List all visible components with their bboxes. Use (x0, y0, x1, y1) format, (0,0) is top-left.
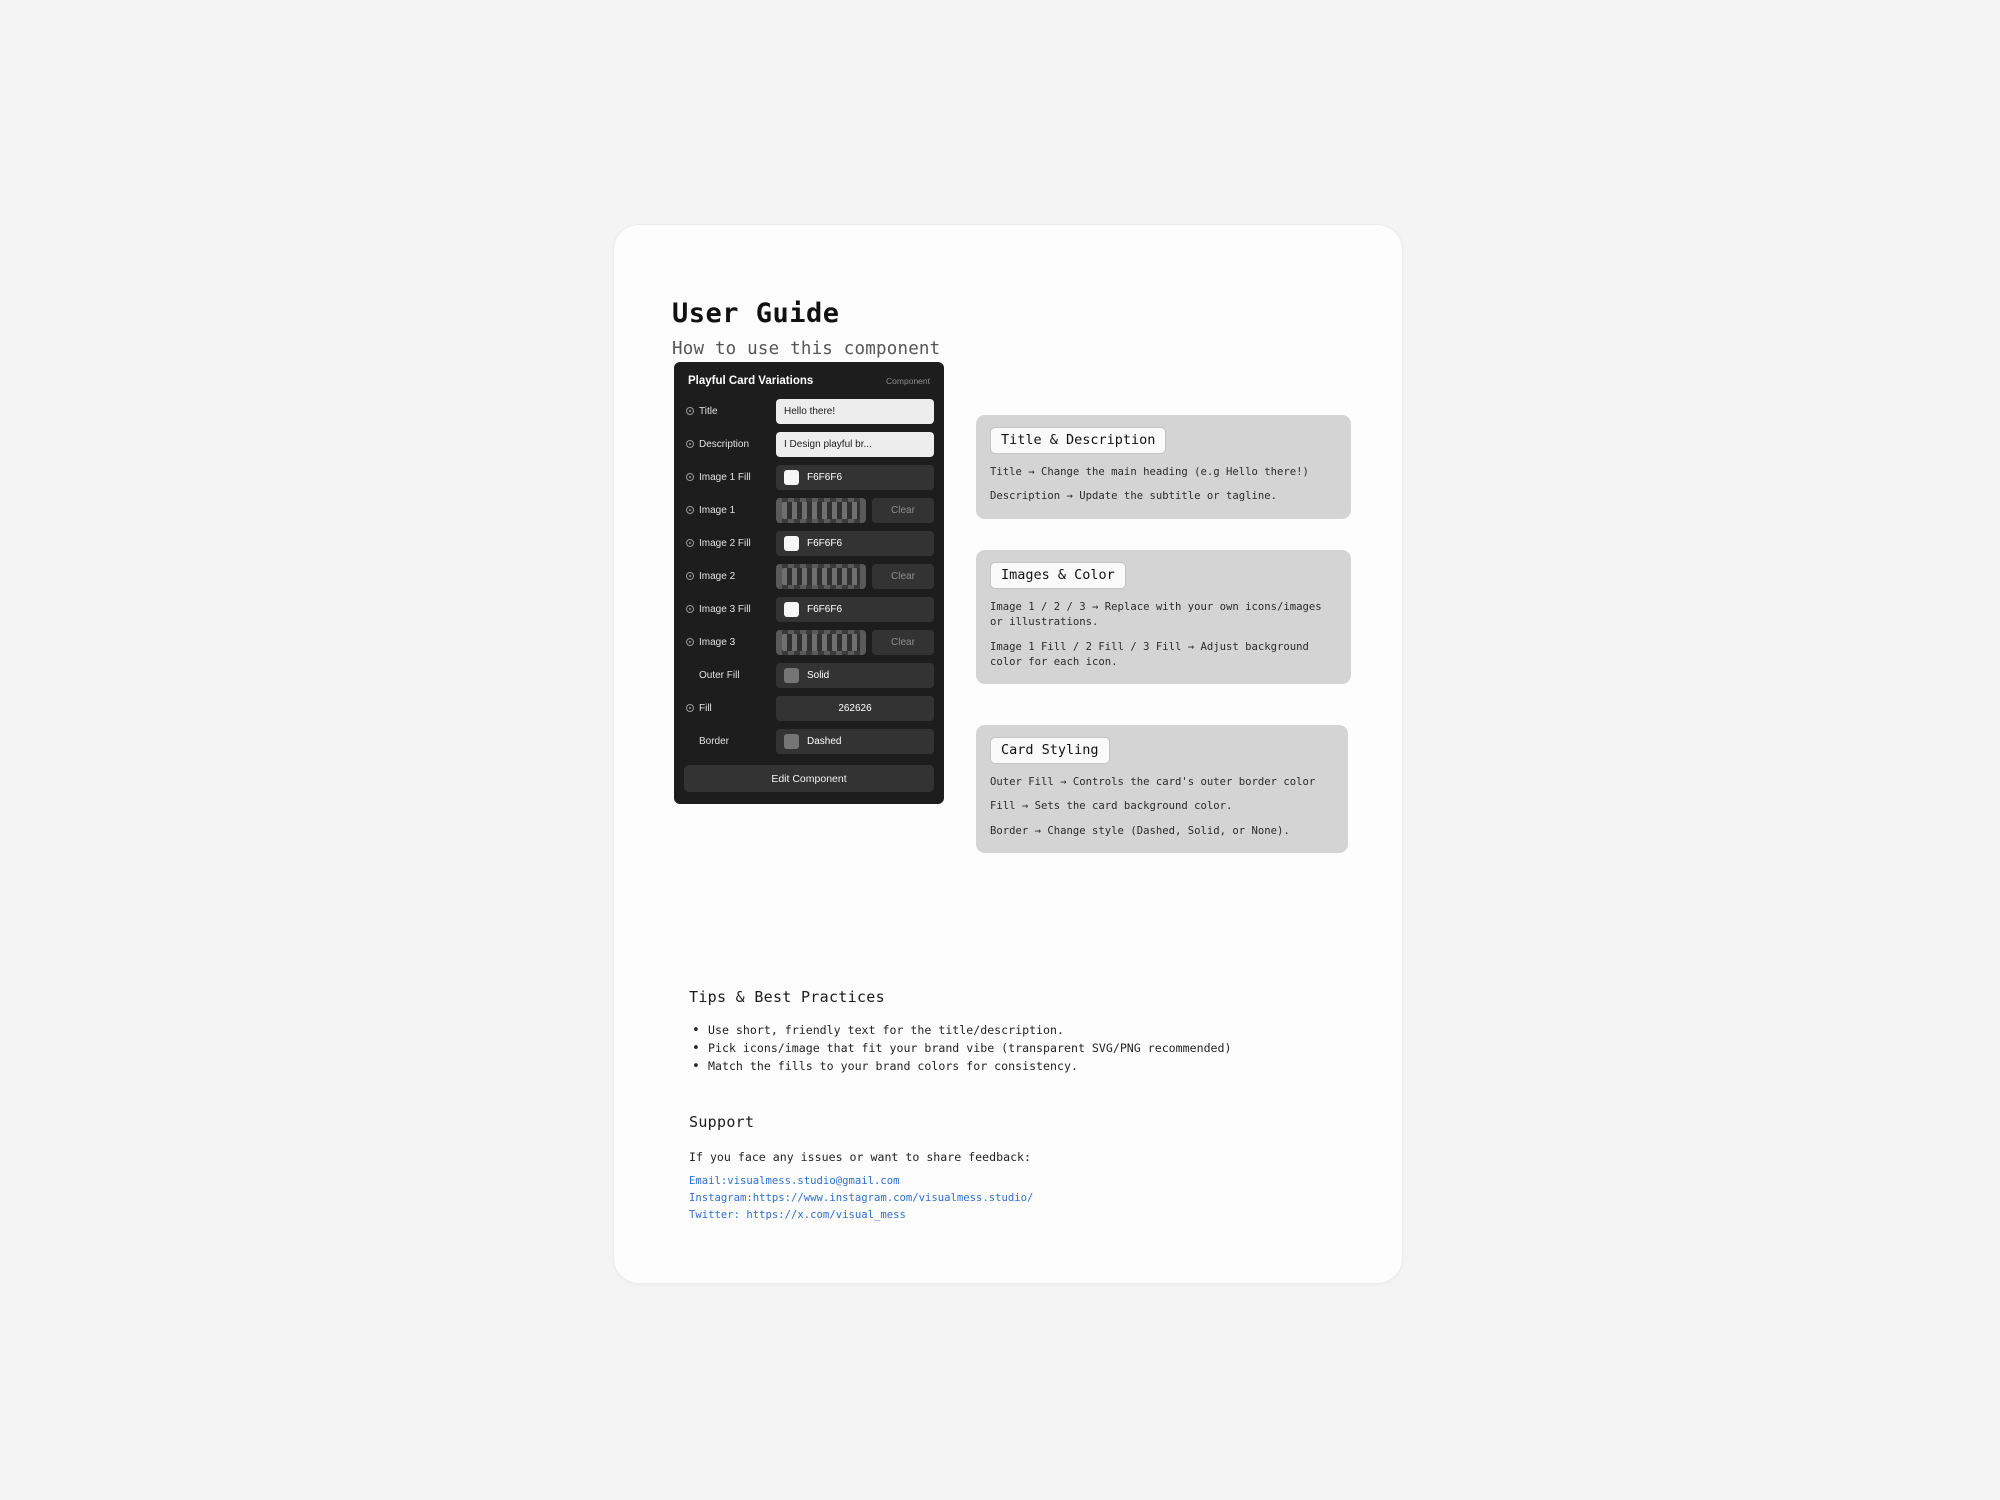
description-input[interactable] (776, 432, 934, 457)
page-title: User Guide (672, 298, 840, 329)
image1-thumbnail[interactable] (776, 498, 866, 523)
property-label-image2 (684, 571, 776, 582)
property-dot-icon (686, 605, 694, 613)
tips-list (690, 1022, 1232, 1076)
property-row-fill (684, 694, 934, 722)
border-select[interactable] (776, 729, 934, 754)
label-text: Image 3 Fill (699, 603, 751, 615)
label-text: Image 3 (699, 636, 736, 648)
fill-value: 262626 (838, 702, 872, 714)
title-value: Hello there! (784, 405, 836, 417)
label-text: Fill (699, 702, 712, 714)
property-row-description (684, 430, 934, 458)
property-row-title (684, 397, 934, 425)
image1-fill-control[interactable] (776, 465, 934, 490)
property-dot-icon (686, 704, 694, 712)
property-row-image2 (684, 562, 934, 590)
explanation-line: Image 1 / 2 / 3 → Replace with your own icons/images or illustrations. (990, 601, 1322, 629)
label-text: Description (699, 438, 750, 450)
label-text: Image 1 Fill (699, 471, 751, 483)
explanation-chip: Images & Color (990, 562, 1126, 589)
list-item: • Pick icons/image that fit your brand vibe (transparent SVG/PNG recommended) (690, 1040, 1232, 1058)
list-item: • Use short, friendly text for the title/description. (690, 1022, 1232, 1040)
property-row-outer-fill (684, 661, 934, 689)
image3-clear-button[interactable]: Clear (872, 630, 934, 655)
property-label-border (684, 736, 776, 747)
title-input[interactable] (776, 399, 934, 424)
property-label-image2-fill (684, 538, 776, 549)
property-row-image1-fill (684, 463, 934, 491)
outer-fill-value: Solid (807, 669, 830, 681)
color-swatch-icon[interactable] (784, 734, 799, 749)
image1-fill-value: F6F6F6 (807, 471, 843, 483)
image2-fill-value: F6F6F6 (807, 537, 843, 549)
color-swatch-icon[interactable] (784, 536, 799, 551)
support-intro: If you face any issues or want to share feedback: (689, 1150, 1032, 1164)
property-dot-icon (686, 539, 694, 547)
image2-clear-button[interactable]: Clear (872, 564, 934, 589)
property-label-image1 (684, 505, 776, 516)
tips-heading: Tips & Best Practices (689, 988, 885, 1006)
property-dot-icon (686, 440, 694, 448)
label-text: Image 1 (699, 504, 736, 516)
image3-fill-control[interactable] (776, 597, 934, 622)
explanation-card-title-description (976, 415, 1351, 519)
explanation-line: Image 1 Fill / 2 Fill / 3 Fill → Adjust background color for each icon. (990, 640, 1309, 669)
outer-fill-select[interactable] (776, 663, 934, 688)
color-swatch-icon[interactable] (784, 602, 799, 617)
border-value: Dashed (807, 735, 842, 747)
property-dot-icon (686, 407, 694, 415)
property-dot-icon (686, 506, 694, 514)
property-row-image2-fill (684, 529, 934, 557)
property-dot-icon (686, 638, 694, 646)
explanation-line: Description → Update the subtitle or tagline. (990, 490, 1278, 503)
inspector-type-label: Component (886, 376, 930, 386)
color-swatch-icon[interactable] (784, 470, 799, 485)
explanation-chip: Title & Description (990, 427, 1166, 454)
image2-thumbnail[interactable] (776, 564, 866, 589)
explanation-line: Outer Fill → Controls the card's outer border color (990, 776, 1316, 788)
explanation-line: Border → Change style (Dashed, Solid, or None). (990, 824, 1290, 837)
description-value: I Design playful br... (784, 438, 872, 450)
label-text: Image 2 (699, 570, 736, 582)
property-label-title (684, 406, 776, 417)
inspector-header (684, 372, 934, 397)
label-text: Border (699, 735, 730, 747)
fill-input[interactable] (776, 696, 934, 721)
property-label-outer-fill (684, 670, 776, 681)
image1-clear-button[interactable]: Clear (872, 498, 934, 523)
component-inspector (674, 362, 944, 804)
list-item: • Match the fills to your brand colors for consistency. (690, 1058, 1232, 1076)
explanation-chip: Card Styling (990, 737, 1110, 764)
property-label-image3-fill (684, 604, 776, 615)
color-swatch-icon[interactable] (784, 668, 799, 683)
support-link-email[interactable]: Email:visualmess.studio@gmail.com (689, 1175, 900, 1187)
property-dot-icon (686, 473, 694, 481)
support-heading: Support (689, 1113, 755, 1131)
explanation-card-card-styling (976, 725, 1348, 853)
explanation-line: Title → Change the main heading (e.g Hello there!) (990, 466, 1309, 478)
guide-panel (613, 224, 1403, 1284)
property-label-image3 (684, 637, 776, 648)
property-row-image3 (684, 628, 934, 656)
label-text: Outer Fill (699, 669, 740, 681)
inspector-title: Playful Card Variations (688, 375, 814, 387)
property-row-border (684, 727, 934, 755)
image3-fill-value: F6F6F6 (807, 603, 843, 615)
support-link-instagram[interactable]: Instagram:https://www.instagram.com/visualmess.studio/ (689, 1192, 1034, 1204)
label-text: Title (699, 405, 718, 417)
explanation-line: Fill → Sets the card background color. (990, 800, 1233, 813)
property-row-image1 (684, 496, 934, 524)
property-dot-icon (686, 572, 694, 580)
edit-component-button[interactable]: Edit Component (684, 765, 934, 792)
page-subtitle: How to use this component (672, 339, 941, 359)
label-text: Image 2 Fill (699, 537, 751, 549)
property-label-image1-fill (684, 472, 776, 483)
property-row-image3-fill (684, 595, 934, 623)
image3-thumbnail[interactable] (776, 630, 866, 655)
explanation-card-images-color (976, 550, 1351, 684)
support-link-twitter[interactable]: Twitter: https://x.com/visual_mess (689, 1209, 906, 1221)
image2-fill-control[interactable] (776, 531, 934, 556)
property-label-fill (684, 703, 776, 714)
property-label-description (684, 439, 776, 450)
